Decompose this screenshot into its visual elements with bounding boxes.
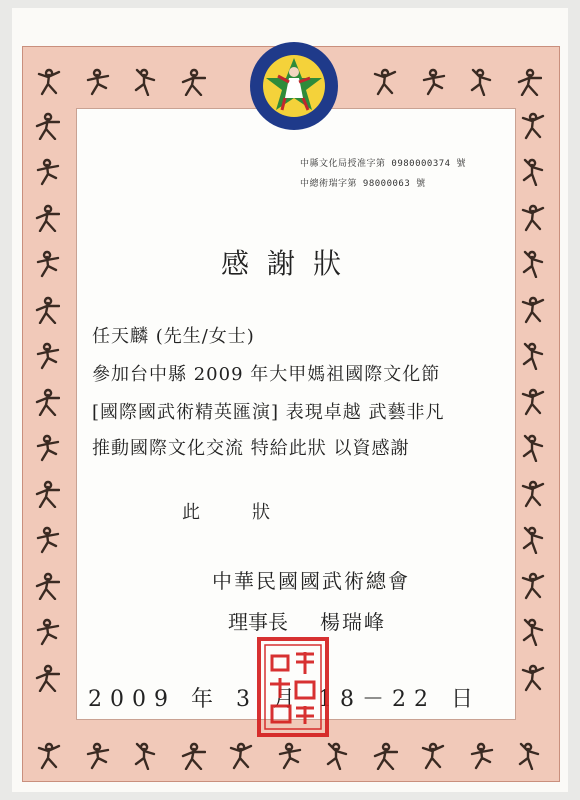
kungfu-figure-icon — [520, 386, 546, 416]
kungfu-figure-icon — [84, 66, 110, 96]
kungfu-figure-icon — [84, 740, 110, 770]
kungfu-figure-icon — [180, 740, 206, 770]
kungfu-figure-icon — [324, 740, 350, 770]
kungfu-figure-icon — [36, 740, 62, 770]
kungfu-figure-icon — [516, 740, 542, 770]
issue-date: 2009 年 3 月 18－22 日 — [88, 687, 481, 712]
kungfu-figure-icon — [34, 662, 60, 692]
approval-reference-2: 中總術瑞字第 98000063 號 — [300, 179, 426, 189]
certificate-title: 感謝狀 — [220, 247, 359, 280]
kungfu-figure-icon — [372, 740, 398, 770]
kungfu-figure-icon — [34, 156, 60, 186]
kungfu-figure-icon — [36, 66, 62, 96]
signatory — [228, 606, 386, 635]
kungfu-figure-icon — [180, 66, 206, 96]
kungfu-figure-icon — [132, 740, 158, 770]
kungfu-figure-icon — [520, 524, 546, 554]
kungfu-figure-icon — [34, 432, 60, 462]
association-emblem-icon — [248, 40, 340, 132]
signatory-title: 理事長 — [228, 610, 288, 634]
kungfu-figure-icon — [468, 740, 494, 770]
approval-reference-1: 中縣文化局授准字第 0980000374 號 — [300, 159, 467, 169]
official-seal-icon — [256, 636, 330, 738]
kungfu-figure-icon — [34, 110, 60, 140]
kungfu-figure-icon — [420, 66, 446, 96]
kungfu-figure-icon — [34, 202, 60, 232]
kungfu-figure-icon — [520, 432, 546, 462]
kungfu-figure-icon — [372, 66, 398, 96]
recipient-line: 任天麟 (先生/女士) — [92, 326, 255, 347]
kungfu-figure-icon — [420, 740, 446, 770]
kungfu-figure-icon — [520, 570, 546, 600]
kungfu-figure-icon — [520, 294, 546, 324]
kungfu-figure-icon — [520, 110, 546, 140]
body-line-2: [國際國武術精英匯演] 表現卓越 武藝非凡 — [92, 402, 445, 423]
kungfu-figure-icon — [468, 66, 494, 96]
kungfu-figure-icon — [34, 616, 60, 646]
kungfu-figure-icon — [520, 340, 546, 370]
kungfu-figure-icon — [34, 340, 60, 370]
kungfu-figure-icon — [276, 740, 302, 770]
presented-text: 此狀 — [182, 502, 322, 523]
kungfu-figure-icon — [34, 524, 60, 554]
kungfu-figure-icon — [132, 66, 158, 96]
kungfu-figure-icon — [228, 740, 254, 770]
kungfu-figure-icon — [34, 570, 60, 600]
signatory-name: 楊瑞峰 — [320, 610, 386, 634]
kungfu-figure-icon — [34, 478, 60, 508]
kungfu-figure-icon — [516, 66, 542, 96]
body-line-3: 推動國際文化交流 特給此狀 以資感謝 — [92, 438, 410, 459]
kungfu-figure-icon — [520, 478, 546, 508]
organization-name: 中華民國國武術總會 — [212, 569, 410, 593]
kungfu-figure-icon — [34, 294, 60, 324]
body-line-1: 參加台中縣 2009 年大甲媽祖國際文化節 — [92, 364, 441, 385]
kungfu-figure-icon — [520, 662, 546, 692]
kungfu-figure-icon — [520, 156, 546, 186]
kungfu-figure-icon — [34, 386, 60, 416]
kungfu-figure-icon — [520, 202, 546, 232]
kungfu-figure-icon — [520, 616, 546, 646]
